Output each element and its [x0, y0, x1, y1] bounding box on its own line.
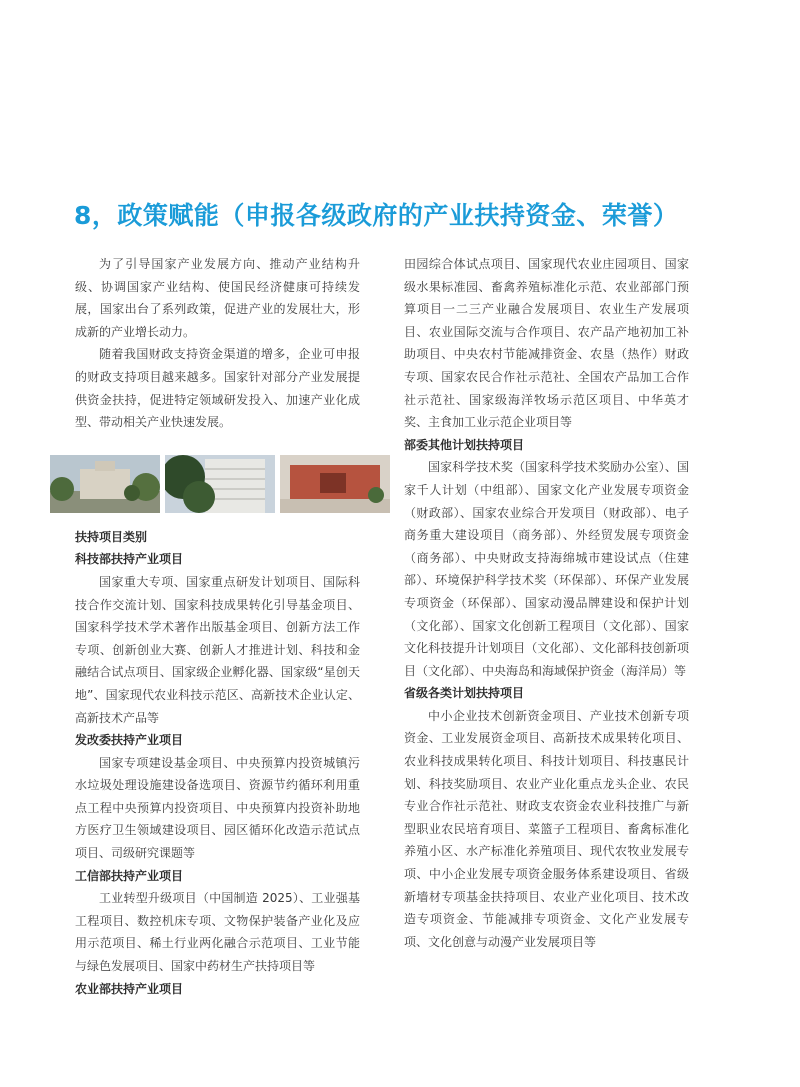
right-column: [404, 253, 689, 953]
page-title: 8，政策赋能（申报各级政府的产业扶持资金、荣誉）: [74, 201, 679, 230]
building-photo-2: [165, 455, 275, 513]
bw-paragraph: 国家科学技术奖（国家科学技术奖励办公室）、国家千人计划（中组部）、国家文化产业发展专项资金（财政部）、国家农业综合开发项目（财政部）、电子商务重大建设项目（商务部）、外经贸发展专项资金（商务部）、中央财政支持海绵城市建设试点（住建部）、环境保护科学技术奖（环保部）、环保产业发展专项资金（环保部）、国家动漫品牌建设和保护计划（文化部）、国家文化创新工程项目（文化部）、国家文化科技提升计划项目（文化部）、文化部科技创新项目（文化部）、中央海岛和海域保护资金（海洋局）等: [404, 460, 689, 678]
left-column: [75, 253, 360, 1000]
category-heading: 扶持项目类别: [75, 529, 148, 544]
gxb-paragraph: 工业转型升级项目（中国制造 2025）、工业强基工程项目、数控机床专项、文物保护装备产业化及应用示范项目、稀土行业两化融合示范项目、工业节能与绿色发展项目、国家中药材生产扶持项目等: [75, 891, 360, 974]
fgw-heading: 发改委扶持产业项目: [75, 733, 184, 748]
fgw-paragraph: 国家专项建设基金项目、中央预算内投资城镇污水垃圾处理设施建设备选项目、资源节约循环利用重点工程中央预算内投资项目、中央预算内投资补助地方医疗卫生领域建设项目、园区循环化改造示范试点项目、司级研究课题等: [75, 755, 360, 861]
kjb-paragraph: 国家重大专项、国家重点研发计划项目、国际科技合作交流计划、国家科技成果转化引导基金项目、国家科学技术学术著作出版基金项目、创新方法工作专项、创新创业大赛、创新人才推进计划、科技和金融结合试点项目、国家级企业孵化器、国家级“星创天地”、国家现代农业科技示范区、高新技术企业认定、高新技术产品等: [75, 574, 360, 725]
gxb-heading: 工信部扶持产业项目: [75, 868, 184, 883]
sj-heading: 省级各类计划扶持项目: [404, 686, 525, 701]
intro-paragraph-1: 为了引导国家产业发展方向、推动产业结构升级、协调国家产业结构、使国民经济健康可持续发展，国家出台了系列政策，促进产业的发展壮大，形成新的产业增长动力。: [75, 257, 360, 339]
kjb-heading: 科技部扶持产业项目: [75, 552, 184, 567]
bw-heading: 部委其他计划扶持项目: [404, 437, 525, 452]
nyb-heading: 农业部扶持产业项目: [75, 981, 184, 996]
intro-paragraph-2: 随着我国财政支持资金渠道的增多，企业可申报的财政支持项目越来越多。国家针对部分产业发展提供资金扶持，促进特定领域研发投入、加速产业化成型、带动相关产业快速发展。: [75, 347, 360, 430]
building-photo-1: [50, 455, 160, 513]
photo-strip: [50, 455, 390, 513]
building-photo-3: [280, 455, 390, 513]
sj-paragraph: 中小企业技术创新资金项目、产业技术创新专项资金、工业发展资金项目、高新技术成果转化项目、农业科技成果转化项目、科技计划项目、科技惠民计划、科技奖励项目、农业产业化重点龙头企业、农民专业合作社示范社、财政支农资金农业科技推广与新型职业农民培育项目、菜篮子工程项目、畜禽标准化养殖小区、水产标准化养殖项目、现代农牧业发展专项、中小企业发展专项资金服务体系建设项目、省级新墙材专项基金扶持项目、农业产业化项目、技术改造专项资金、节能减排专项资金、文化产业发展专项、文化创意与动漫产业发展项目等: [404, 708, 689, 949]
nyb-paragraph: 田园综合体试点项目、国家现代农业庄园项目、国家级水果标准园、畜禽养殖标准化示范、农业部部门预算项目一二三产业融合发展项目、农业生产发展项目、农业国际交流与合作项目、农产品产地初加工补助项目、中央农村节能减排资金、农垦（热作）财政专项、国家农民合作社示范社、全国农产品加工合作社示范社、国家级海洋牧场示范区项目、中华英才奖、主食加工业示范企业项目等: [404, 257, 689, 430]
